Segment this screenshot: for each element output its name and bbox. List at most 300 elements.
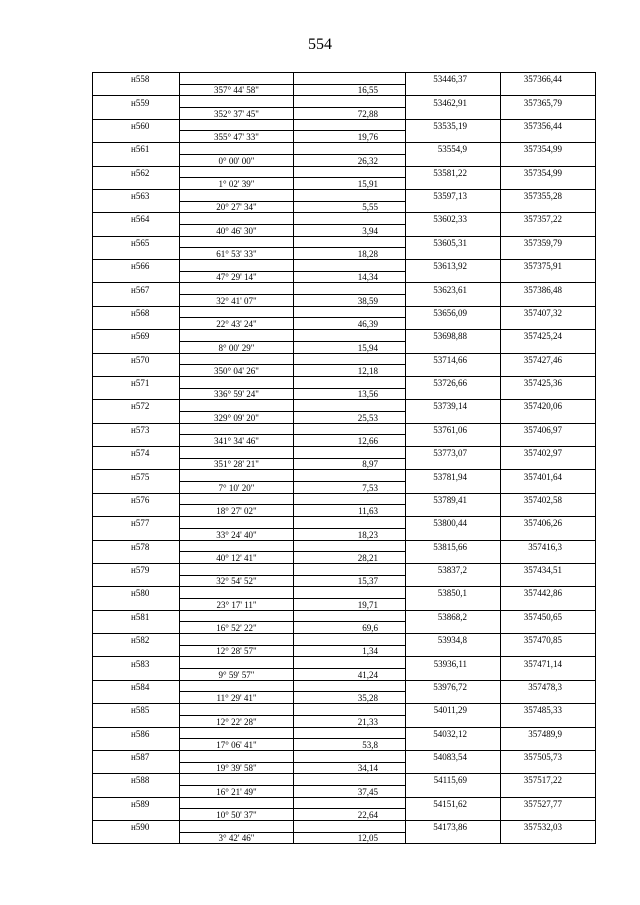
x-coordinate: 54083,54 bbox=[406, 750, 501, 762]
direction-angle: 12° 28' 57" bbox=[180, 645, 294, 657]
y-coordinate: 357442,86 bbox=[501, 587, 596, 599]
point-id: н571 bbox=[93, 376, 180, 388]
y-coordinate: 357401,64 bbox=[501, 470, 596, 482]
y-coordinate: 357406,97 bbox=[501, 423, 596, 435]
x-coordinate: 54032,12 bbox=[406, 727, 501, 739]
angle-cell bbox=[180, 470, 294, 482]
y-coordinate bbox=[501, 505, 596, 517]
y-coordinate bbox=[501, 154, 596, 166]
segment-row bbox=[93, 669, 596, 681]
angle-cell bbox=[180, 143, 294, 155]
y-coordinate: 357356,44 bbox=[501, 119, 596, 131]
y-coordinate: 357527,77 bbox=[501, 797, 596, 809]
segment-length: 22,64 bbox=[294, 809, 406, 821]
x-coordinate bbox=[406, 739, 501, 751]
angle-cell bbox=[180, 634, 294, 646]
point-id: н561 bbox=[93, 143, 180, 155]
point-row bbox=[93, 166, 596, 178]
segment-row bbox=[93, 248, 596, 260]
angle-cell bbox=[180, 587, 294, 599]
x-coordinate bbox=[406, 84, 501, 96]
length-cell bbox=[294, 563, 406, 575]
length-cell bbox=[294, 727, 406, 739]
segment-row bbox=[93, 365, 596, 377]
segment-row bbox=[93, 435, 596, 447]
x-coordinate: 53850,1 bbox=[406, 587, 501, 599]
point-id: н586 bbox=[93, 727, 180, 739]
point-id bbox=[93, 458, 180, 470]
length-cell bbox=[294, 143, 406, 155]
direction-angle: 8° 00' 29" bbox=[180, 341, 294, 353]
segment-length: 11,63 bbox=[294, 505, 406, 517]
point-row bbox=[93, 517, 596, 529]
segment-row bbox=[93, 458, 596, 470]
point-id: н576 bbox=[93, 493, 180, 505]
y-coordinate: 357407,32 bbox=[501, 306, 596, 318]
y-coordinate: 357386,48 bbox=[501, 283, 596, 295]
point-id bbox=[93, 645, 180, 657]
angle-cell bbox=[180, 704, 294, 716]
x-coordinate bbox=[406, 248, 501, 260]
length-cell bbox=[294, 376, 406, 388]
y-coordinate: 357402,58 bbox=[501, 493, 596, 505]
direction-angle: 9° 59' 57" bbox=[180, 669, 294, 681]
x-coordinate bbox=[406, 271, 501, 283]
point-row bbox=[93, 236, 596, 248]
direction-angle: 329° 09' 20" bbox=[180, 411, 294, 423]
y-coordinate: 357434,51 bbox=[501, 563, 596, 575]
y-coordinate bbox=[501, 785, 596, 797]
x-coordinate: 53714,66 bbox=[406, 353, 501, 365]
y-coordinate: 357517,22 bbox=[501, 774, 596, 786]
point-id bbox=[93, 178, 180, 190]
x-coordinate: 53446,37 bbox=[406, 73, 501, 85]
x-coordinate bbox=[406, 108, 501, 120]
direction-angle: 351° 28' 21" bbox=[180, 458, 294, 470]
y-coordinate bbox=[501, 108, 596, 120]
segment-length: 19,76 bbox=[294, 131, 406, 143]
x-coordinate bbox=[406, 505, 501, 517]
segment-length: 26,32 bbox=[294, 154, 406, 166]
x-coordinate bbox=[406, 178, 501, 190]
point-id bbox=[93, 108, 180, 120]
point-id bbox=[93, 575, 180, 587]
segment-length: 12,66 bbox=[294, 435, 406, 447]
segment-length: 21,33 bbox=[294, 715, 406, 727]
direction-angle: 22° 43' 24" bbox=[180, 318, 294, 330]
y-coordinate bbox=[501, 224, 596, 236]
angle-cell bbox=[180, 400, 294, 412]
x-coordinate bbox=[406, 201, 501, 213]
direction-angle: 19° 39' 58" bbox=[180, 762, 294, 774]
point-id: н563 bbox=[93, 189, 180, 201]
angle-cell bbox=[180, 306, 294, 318]
direction-angle: 40° 46' 30" bbox=[180, 224, 294, 236]
angle-cell bbox=[180, 657, 294, 669]
point-id: н569 bbox=[93, 330, 180, 342]
x-coordinate: 53726,66 bbox=[406, 376, 501, 388]
direction-angle: 40° 12' 41" bbox=[180, 552, 294, 564]
direction-angle: 32° 41' 07" bbox=[180, 295, 294, 307]
x-coordinate bbox=[406, 622, 501, 634]
point-id bbox=[93, 598, 180, 610]
x-coordinate bbox=[406, 832, 501, 844]
y-coordinate bbox=[501, 552, 596, 564]
point-row bbox=[93, 96, 596, 108]
segment-length: 12,18 bbox=[294, 365, 406, 377]
direction-angle: 0° 00' 00" bbox=[180, 154, 294, 166]
y-coordinate bbox=[501, 692, 596, 704]
length-cell bbox=[294, 166, 406, 178]
segment-length: 37,45 bbox=[294, 785, 406, 797]
length-cell bbox=[294, 634, 406, 646]
angle-cell bbox=[180, 189, 294, 201]
direction-angle: 341° 34' 46" bbox=[180, 435, 294, 447]
segment-row bbox=[93, 108, 596, 120]
segment-length: 12,05 bbox=[294, 832, 406, 844]
length-cell bbox=[294, 189, 406, 201]
y-coordinate: 357420,06 bbox=[501, 400, 596, 412]
direction-angle: 355° 47' 33" bbox=[180, 131, 294, 143]
segment-length: 46,39 bbox=[294, 318, 406, 330]
point-row bbox=[93, 587, 596, 599]
length-cell bbox=[294, 470, 406, 482]
segment-row bbox=[93, 622, 596, 634]
x-coordinate bbox=[406, 365, 501, 377]
point-id: н562 bbox=[93, 166, 180, 178]
segment-length: 16,55 bbox=[294, 84, 406, 96]
length-cell bbox=[294, 680, 406, 692]
length-cell bbox=[294, 119, 406, 131]
point-id: н584 bbox=[93, 680, 180, 692]
length-cell bbox=[294, 260, 406, 272]
x-coordinate bbox=[406, 435, 501, 447]
y-coordinate bbox=[501, 295, 596, 307]
segment-length: 53,8 bbox=[294, 739, 406, 751]
x-coordinate: 53789,41 bbox=[406, 493, 501, 505]
segment-row bbox=[93, 482, 596, 494]
angle-cell bbox=[180, 563, 294, 575]
angle-cell bbox=[180, 750, 294, 762]
point-row bbox=[93, 634, 596, 646]
point-id: н573 bbox=[93, 423, 180, 435]
point-row bbox=[93, 470, 596, 482]
x-coordinate: 53698,88 bbox=[406, 330, 501, 342]
y-coordinate bbox=[501, 739, 596, 751]
length-cell bbox=[294, 704, 406, 716]
point-id bbox=[93, 552, 180, 564]
point-row bbox=[93, 143, 596, 155]
point-id bbox=[93, 154, 180, 166]
point-id bbox=[93, 341, 180, 353]
point-row bbox=[93, 189, 596, 201]
x-coordinate: 53535,19 bbox=[406, 119, 501, 131]
direction-angle: 357° 44' 58" bbox=[180, 84, 294, 96]
angle-cell bbox=[180, 447, 294, 459]
point-id bbox=[93, 435, 180, 447]
segment-row bbox=[93, 762, 596, 774]
point-id bbox=[93, 809, 180, 821]
segment-length: 14,34 bbox=[294, 271, 406, 283]
x-coordinate: 53761,06 bbox=[406, 423, 501, 435]
y-coordinate bbox=[501, 248, 596, 260]
angle-cell bbox=[180, 821, 294, 833]
segment-row bbox=[93, 201, 596, 213]
point-id: н579 bbox=[93, 563, 180, 575]
x-coordinate bbox=[406, 575, 501, 587]
point-id: н574 bbox=[93, 447, 180, 459]
direction-angle: 33° 24' 40" bbox=[180, 528, 294, 540]
segment-row bbox=[93, 715, 596, 727]
point-row bbox=[93, 680, 596, 692]
point-id bbox=[93, 528, 180, 540]
x-coordinate: 53781,94 bbox=[406, 470, 501, 482]
angle-cell bbox=[180, 797, 294, 809]
direction-angle: 7° 10' 20" bbox=[180, 482, 294, 494]
y-coordinate bbox=[501, 388, 596, 400]
angle-cell bbox=[180, 96, 294, 108]
point-id: н559 bbox=[93, 96, 180, 108]
segment-length: 3,94 bbox=[294, 224, 406, 236]
angle-cell bbox=[180, 610, 294, 622]
point-id bbox=[93, 388, 180, 400]
point-id bbox=[93, 248, 180, 260]
point-id bbox=[93, 271, 180, 283]
y-coordinate: 357489,9 bbox=[501, 727, 596, 739]
x-coordinate bbox=[406, 154, 501, 166]
point-id bbox=[93, 505, 180, 517]
angle-cell bbox=[180, 727, 294, 739]
x-coordinate bbox=[406, 598, 501, 610]
segment-length: 28,21 bbox=[294, 552, 406, 564]
y-coordinate: 357359,79 bbox=[501, 236, 596, 248]
segment-row bbox=[93, 528, 596, 540]
direction-angle: 352° 37' 45" bbox=[180, 108, 294, 120]
segment-row bbox=[93, 341, 596, 353]
segment-length: 5,55 bbox=[294, 201, 406, 213]
point-id: н565 bbox=[93, 236, 180, 248]
direction-angle: 1° 02' 39" bbox=[180, 178, 294, 190]
x-coordinate: 54115,69 bbox=[406, 774, 501, 786]
length-cell bbox=[294, 423, 406, 435]
x-coordinate: 53934,8 bbox=[406, 634, 501, 646]
point-row bbox=[93, 73, 596, 85]
y-coordinate bbox=[501, 832, 596, 844]
point-row bbox=[93, 704, 596, 716]
y-coordinate: 357406,26 bbox=[501, 517, 596, 529]
direction-angle: 47° 29' 14" bbox=[180, 271, 294, 283]
x-coordinate bbox=[406, 692, 501, 704]
segment-row bbox=[93, 131, 596, 143]
segment-row bbox=[93, 178, 596, 190]
length-cell bbox=[294, 353, 406, 365]
length-cell bbox=[294, 96, 406, 108]
segment-row bbox=[93, 739, 596, 751]
point-id: н580 bbox=[93, 587, 180, 599]
x-coordinate: 53656,09 bbox=[406, 306, 501, 318]
length-cell bbox=[294, 213, 406, 225]
point-id: н582 bbox=[93, 634, 180, 646]
point-id bbox=[93, 622, 180, 634]
point-row bbox=[93, 400, 596, 412]
direction-angle: 32° 54' 52" bbox=[180, 575, 294, 587]
y-coordinate bbox=[501, 318, 596, 330]
length-cell bbox=[294, 750, 406, 762]
angle-cell bbox=[180, 376, 294, 388]
length-cell bbox=[294, 610, 406, 622]
angle-cell bbox=[180, 540, 294, 552]
segment-row bbox=[93, 598, 596, 610]
segment-length: 69,6 bbox=[294, 622, 406, 634]
point-row bbox=[93, 727, 596, 739]
point-id bbox=[93, 411, 180, 423]
point-row bbox=[93, 283, 596, 295]
x-coordinate bbox=[406, 482, 501, 494]
segment-length: 8,97 bbox=[294, 458, 406, 470]
angle-cell bbox=[180, 517, 294, 529]
point-id: н585 bbox=[93, 704, 180, 716]
y-coordinate: 357532,03 bbox=[501, 821, 596, 833]
x-coordinate: 53800,44 bbox=[406, 517, 501, 529]
y-coordinate bbox=[501, 435, 596, 447]
length-cell bbox=[294, 493, 406, 505]
point-row bbox=[93, 493, 596, 505]
x-coordinate bbox=[406, 411, 501, 423]
point-row bbox=[93, 330, 596, 342]
point-id: н567 bbox=[93, 283, 180, 295]
x-coordinate bbox=[406, 388, 501, 400]
segment-row bbox=[93, 575, 596, 587]
segment-row bbox=[93, 552, 596, 564]
length-cell bbox=[294, 283, 406, 295]
point-id: н564 bbox=[93, 213, 180, 225]
x-coordinate: 53976,72 bbox=[406, 680, 501, 692]
direction-angle: 20° 27' 34" bbox=[180, 201, 294, 213]
y-coordinate: 357505,73 bbox=[501, 750, 596, 762]
y-coordinate: 357354,99 bbox=[501, 166, 596, 178]
length-cell bbox=[294, 447, 406, 459]
coordinates-table bbox=[92, 72, 596, 844]
direction-angle: 336° 59' 24" bbox=[180, 388, 294, 400]
point-id: н558 bbox=[93, 73, 180, 85]
point-id: н560 bbox=[93, 119, 180, 131]
x-coordinate: 53462,91 bbox=[406, 96, 501, 108]
point-id bbox=[93, 84, 180, 96]
x-coordinate bbox=[406, 528, 501, 540]
point-id bbox=[93, 715, 180, 727]
point-id bbox=[93, 201, 180, 213]
length-cell bbox=[294, 821, 406, 833]
x-coordinate bbox=[406, 341, 501, 353]
x-coordinate: 53605,31 bbox=[406, 236, 501, 248]
y-coordinate bbox=[501, 178, 596, 190]
length-cell bbox=[294, 774, 406, 786]
x-coordinate: 53554,9 bbox=[406, 143, 501, 155]
x-coordinate: 53581,22 bbox=[406, 166, 501, 178]
point-row bbox=[93, 540, 596, 552]
x-coordinate: 53837,2 bbox=[406, 563, 501, 575]
angle-cell bbox=[180, 213, 294, 225]
point-id: н583 bbox=[93, 657, 180, 669]
point-row bbox=[93, 213, 596, 225]
point-id bbox=[93, 482, 180, 494]
y-coordinate: 357355,28 bbox=[501, 189, 596, 201]
direction-angle: 12° 22' 28" bbox=[180, 715, 294, 727]
direction-angle: 16° 52' 22" bbox=[180, 622, 294, 634]
y-coordinate: 357366,44 bbox=[501, 73, 596, 85]
segment-length: 15,37 bbox=[294, 575, 406, 587]
point-id bbox=[93, 365, 180, 377]
point-id: н578 bbox=[93, 540, 180, 552]
point-id bbox=[93, 295, 180, 307]
angle-cell bbox=[180, 166, 294, 178]
x-coordinate: 54011,29 bbox=[406, 704, 501, 716]
length-cell bbox=[294, 540, 406, 552]
direction-angle: 3° 42' 46" bbox=[180, 832, 294, 844]
segment-row bbox=[93, 785, 596, 797]
direction-angle: 10° 50' 37" bbox=[180, 809, 294, 821]
x-coordinate: 53602,33 bbox=[406, 213, 501, 225]
point-id bbox=[93, 785, 180, 797]
x-coordinate bbox=[406, 785, 501, 797]
y-coordinate: 357357,22 bbox=[501, 213, 596, 225]
y-coordinate bbox=[501, 201, 596, 213]
y-coordinate bbox=[501, 645, 596, 657]
length-cell bbox=[294, 517, 406, 529]
segment-row bbox=[93, 154, 596, 166]
x-coordinate: 53597,13 bbox=[406, 189, 501, 201]
y-coordinate bbox=[501, 84, 596, 96]
y-coordinate bbox=[501, 528, 596, 540]
point-id: н570 bbox=[93, 353, 180, 365]
point-id: н566 bbox=[93, 260, 180, 272]
segment-length: 38,59 bbox=[294, 295, 406, 307]
x-coordinate: 53739,14 bbox=[406, 400, 501, 412]
segment-length: 15,94 bbox=[294, 341, 406, 353]
y-coordinate: 357478,3 bbox=[501, 680, 596, 692]
x-coordinate bbox=[406, 645, 501, 657]
segment-row bbox=[93, 411, 596, 423]
x-coordinate: 53623,61 bbox=[406, 283, 501, 295]
y-coordinate: 357470,85 bbox=[501, 634, 596, 646]
x-coordinate: 54151,62 bbox=[406, 797, 501, 809]
x-coordinate bbox=[406, 552, 501, 564]
y-coordinate: 357425,24 bbox=[501, 330, 596, 342]
segment-length: 35,28 bbox=[294, 692, 406, 704]
segment-row bbox=[93, 505, 596, 517]
length-cell bbox=[294, 400, 406, 412]
x-coordinate: 53868,2 bbox=[406, 610, 501, 622]
x-coordinate bbox=[406, 131, 501, 143]
segment-length: 18,23 bbox=[294, 528, 406, 540]
point-id: н577 bbox=[93, 517, 180, 529]
x-coordinate: 54173,86 bbox=[406, 821, 501, 833]
point-row bbox=[93, 797, 596, 809]
segment-length: 19,71 bbox=[294, 598, 406, 610]
direction-angle: 18° 27' 02" bbox=[180, 505, 294, 517]
segment-length: 41,24 bbox=[294, 669, 406, 681]
point-row bbox=[93, 260, 596, 272]
angle-cell bbox=[180, 283, 294, 295]
y-coordinate: 357375,91 bbox=[501, 260, 596, 272]
segment-row bbox=[93, 84, 596, 96]
y-coordinate bbox=[501, 341, 596, 353]
point-row bbox=[93, 750, 596, 762]
point-id: н575 bbox=[93, 470, 180, 482]
point-row bbox=[93, 376, 596, 388]
length-cell bbox=[294, 657, 406, 669]
y-coordinate: 357471,14 bbox=[501, 657, 596, 669]
